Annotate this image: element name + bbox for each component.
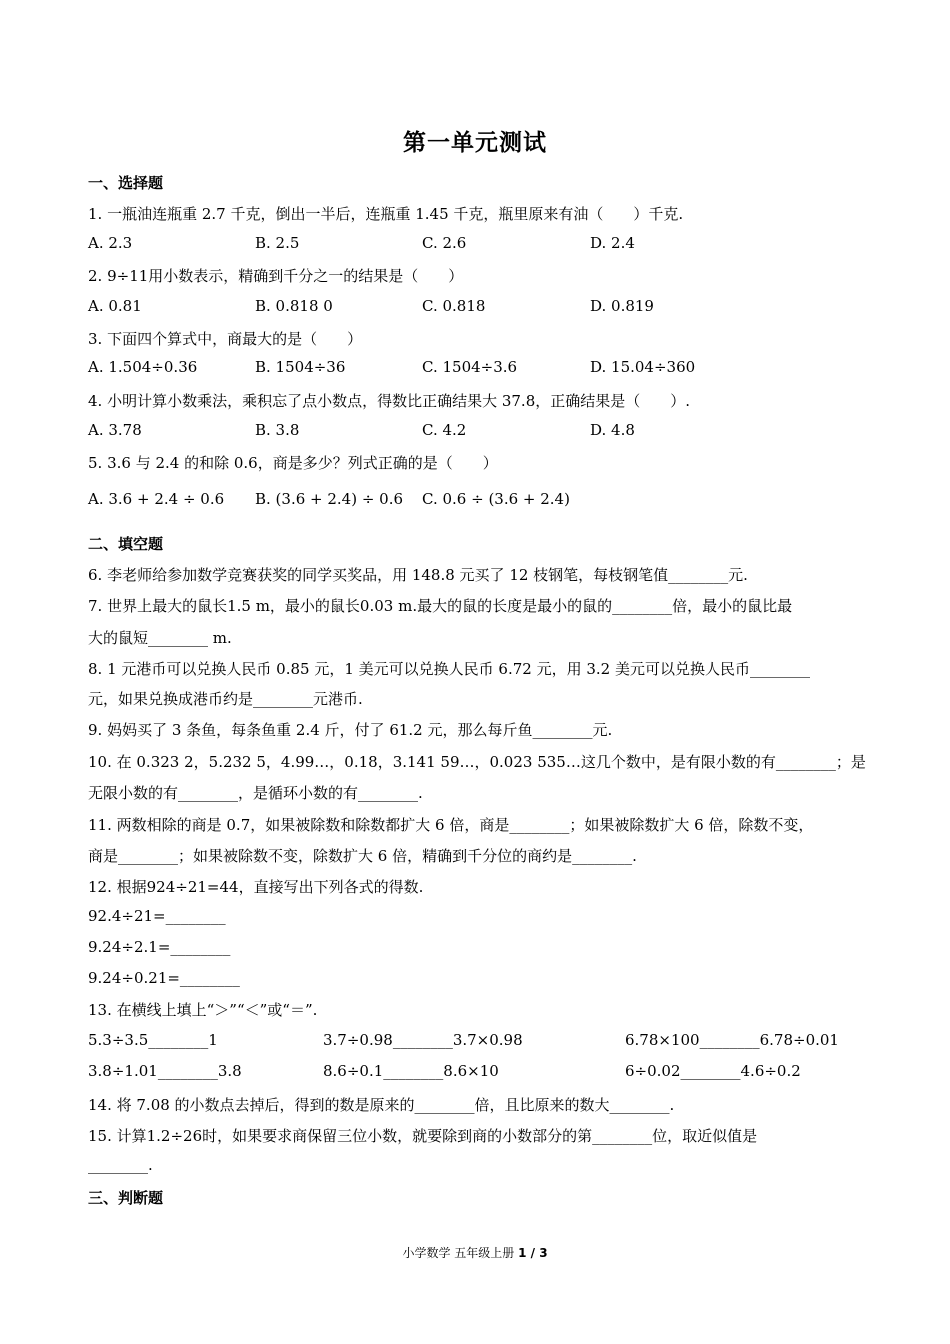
question-4: 4. 小明计算小数乘法，乘积忘了点小数点，得数比正确结果大 37.8，正确结果是（ ）. [88, 392, 691, 410]
q1-option-a: A. 2.3 [88, 234, 133, 252]
q13-row1-item-2: 3.7÷0.98________3.7×0.98 [323, 1031, 523, 1049]
q13-row2-item-2: 8.6÷0.1________8.6×10 [323, 1062, 499, 1080]
question-8-line-2: 元，如果兑换成港币约是________元港币. [88, 690, 363, 708]
question-10-line-2: 无限小数的有________，是循环小数的有________. [88, 784, 423, 802]
page-title: 第一单元测试 [403, 130, 547, 156]
q3-option-c: C. 1504÷3.6 [422, 358, 518, 376]
q5-option-a: A. 3.6 + 2.4 ÷ 0.6 [88, 490, 225, 508]
question-3: 3. 下面四个算式中，商最大的是（ ） [88, 330, 363, 348]
question-14: 14. 将 7.08 的小数点去掉后，得到的数是原来的________倍，且比原来的数大________. [88, 1096, 675, 1114]
question-13: 13. 在横线上填上“＞”“＜”或“＝”. [88, 1001, 318, 1019]
q2-option-b: B. 0.818 0 [255, 297, 333, 315]
question-7-line-1: 7. 世界上最大的鼠长1.5 m，最小的鼠长0.03 m.最大的鼠的长度是最小的鼠的________倍，最小的鼠比最 [88, 597, 793, 615]
question-15-line-2: ________. [88, 1156, 153, 1174]
q2-option-c: C. 0.818 [422, 297, 486, 315]
question-7-line-2: 大的鼠短________ m. [88, 629, 232, 647]
q13-row1-item-1: 5.3÷3.5________1 [88, 1031, 218, 1049]
q3-option-a: A. 1.504÷0.36 [88, 358, 198, 376]
q1-option-d: D. 2.4 [590, 234, 635, 252]
section-heading-choice: 一、选择题 [88, 174, 164, 192]
question-10-line-1: 10. 在 0.323 2，5.232 5，4.99…，0.18，3.141 59…，0.023 535…这几个数中，是有限小数的有________；是 [88, 753, 866, 771]
q4-option-c: C. 4.2 [422, 421, 467, 439]
page-footer [0, 1244, 950, 1261]
footer-text: 小学数学 五年级上册 [402, 1246, 515, 1260]
q3-option-d: D. 15.04÷360 [590, 358, 696, 376]
page-number: 1 / 3 [518, 1246, 548, 1260]
question-5: 5. 3.6 与 2.4 的和除 0.6，商是多少？列式正确的是（ ） [88, 454, 498, 472]
q12-item-1: 92.4÷21=________ [88, 907, 226, 925]
q13-row2-item-3: 6÷0.02________4.6÷0.2 [625, 1062, 801, 1080]
q4-option-b: B. 3.8 [255, 421, 300, 439]
question-11-line-2: 商是________；如果被除数不变，除数扩大 6 倍，精确到千分位的商约是________. [88, 847, 637, 865]
question-9: 9. 妈妈买了 3 条鱼，每条鱼重 2.4 斤，付了 61.2 元，那么每斤鱼________元. [88, 721, 613, 739]
q12-item-3: 9.24÷0.21=________ [88, 969, 240, 987]
q13-row2-item-1: 3.8÷1.01________3.8 [88, 1062, 242, 1080]
q4-option-d: D. 4.8 [590, 421, 635, 439]
question-11-line-1: 11. 两数相除的商是 0.7，如果被除数和除数都扩大 6 倍，商是________；如果被除数扩大 6 倍，除数不变， [88, 816, 814, 834]
section-heading-fill: 二、填空题 [88, 535, 164, 553]
q3-option-b: B. 1504÷36 [255, 358, 346, 376]
q2-option-a: A. 0.81 [88, 297, 142, 315]
q4-option-a: A. 3.78 [88, 421, 142, 439]
q1-option-c: C. 2.6 [422, 234, 467, 252]
q5-option-c: C. 0.6 ÷ (3.6 + 2.4) [422, 490, 570, 508]
question-15-line-1: 15. 计算1.2÷26时，如果要求商保留三位小数，就要除到商的小数部分的第________位，取近似值是 [88, 1127, 758, 1145]
q1-option-b: B. 2.5 [255, 234, 300, 252]
question-8-line-1: 8. 1 元港币可以兑换人民币 0.85 元，1 美元可以兑换人民币 6.72 元，用 3.2 美元可以兑换人民币________ [88, 660, 810, 678]
q2-option-d: D. 0.819 [590, 297, 654, 315]
q5-option-b: B. (3.6 + 2.4) ÷ 0.6 [255, 490, 404, 508]
question-6: 6. 李老师给参加数学竞赛获奖的同学买奖品，用 148.8 元买了 12 枝钢笔，每枝钢笔值________元. [88, 566, 748, 584]
question-12: 12. 根据924÷21=44，直接写出下列各式的得数. [88, 878, 424, 896]
question-1: 1. 一瓶油连瓶重 2.7 千克，倒出一半后，连瓶重 1.45 千克，瓶里原来有油（ ）千克. [88, 205, 684, 223]
q13-row1-item-3: 6.78×100________6.78÷0.01 [625, 1031, 839, 1049]
section-heading-judge: 三、判断题 [88, 1189, 164, 1207]
question-2: 2. 9÷11用小数表示，精确到千分之一的结果是（ ） [88, 267, 464, 285]
q12-item-2: 9.24÷2.1=________ [88, 938, 231, 956]
